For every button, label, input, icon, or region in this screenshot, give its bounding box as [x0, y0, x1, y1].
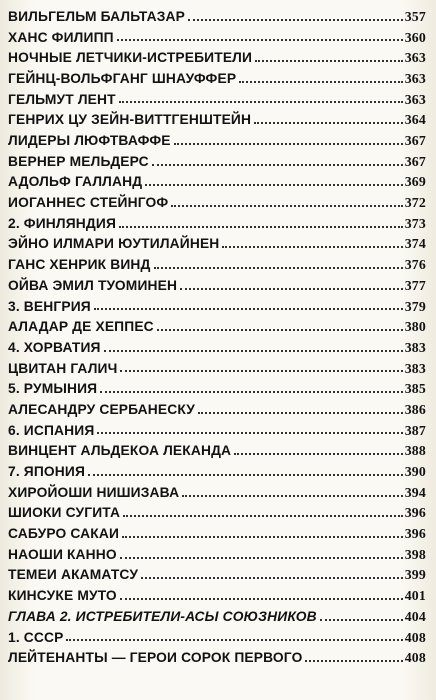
table-of-contents	[8, 3, 426, 665]
toc-entry	[8, 189, 426, 210]
toc-entry-title: ЛЕЙТЕНАНТЫ — ГЕРОИ СОРОК ПЕРВОГО	[8, 650, 303, 666]
toc-section-title: 4. ХОРВАТИЯ	[8, 339, 101, 355]
toc-entry-page: 386	[404, 401, 426, 417]
toc-entry-page: 396	[404, 526, 426, 542]
toc-entry-title: ГАНС ХЕНРИК ВИНД	[8, 257, 151, 273]
dot-leader	[320, 619, 403, 621]
toc-entry-title: ИОГАННЕС СТЕЙНГОФ	[8, 195, 169, 211]
dot-leader	[100, 391, 402, 393]
toc-entry-page: 367	[404, 153, 426, 169]
toc-entry-page: 363	[404, 70, 426, 86]
dot-leader	[171, 205, 402, 207]
toc-entry	[8, 127, 426, 148]
toc-entry-page: 396	[404, 505, 426, 521]
toc-entry-page: 360	[404, 29, 426, 45]
toc-section-page: 383	[404, 339, 426, 355]
toc-entry	[8, 437, 426, 458]
dot-leader	[122, 536, 403, 538]
toc-entry	[8, 169, 426, 190]
dot-leader	[182, 495, 403, 497]
toc-entry-page: 367	[404, 133, 426, 149]
toc-section-page: 408	[404, 629, 426, 645]
toc-entry	[8, 479, 426, 500]
dot-leader	[120, 370, 402, 372]
toc-entry-title: ЛИДЕРЫ ЛЮФТВАФФЕ	[8, 133, 171, 149]
toc-entry-page: 399	[404, 567, 426, 583]
toc-entry-page: 398	[404, 546, 426, 562]
toc-entry-title: ВИЛЬГЕЛЬМ БАЛЬТАЗАР	[8, 8, 185, 24]
toc-entry-title: ШИОКИ СУГИТА	[8, 505, 121, 521]
toc-section-title: 2. ФИНЛЯНДИЯ	[8, 215, 117, 231]
toc-entry-title: НАОШИ КАННО	[8, 546, 117, 562]
toc-entry	[8, 251, 426, 272]
toc-entry	[8, 313, 426, 334]
toc-entry	[8, 520, 426, 541]
dot-leader	[255, 60, 403, 62]
toc-entry-page: 363	[404, 50, 426, 66]
toc-chapter-page: 404	[404, 608, 426, 624]
toc-entry-title: ХИРОЙОШИ НИШИЗАВА	[8, 484, 180, 500]
toc-section	[8, 334, 426, 355]
toc-entry	[8, 396, 426, 417]
toc-entry-title: ОЙВА ЭМИЛ ТУОМИНЕН	[8, 277, 178, 293]
toc-entry-title: АЛЕСАНДРУ СЕРБАНЕСКУ	[8, 401, 196, 417]
toc-section-title: 3. ВЕНГРИЯ	[8, 298, 91, 314]
toc-entry	[8, 65, 426, 86]
toc-entry-page: 394	[404, 484, 426, 500]
toc-chapter	[8, 603, 426, 624]
dot-leader	[117, 39, 403, 41]
toc-entry-title: ВЕРНЕР МЕЛЬДЕРС	[8, 153, 149, 169]
toc-entry-page: 377	[404, 277, 426, 293]
dot-leader	[152, 164, 403, 166]
toc-entry-page: 380	[404, 319, 426, 335]
dot-leader	[180, 288, 403, 290]
toc-section	[8, 293, 426, 314]
toc-chapter-title: ГЛАВА 2. ИСТРЕБИТЕЛИ-АСЫ СОЮЗНИКОВ	[8, 608, 317, 624]
toc-section-page: 387	[404, 422, 426, 438]
toc-entry	[8, 24, 426, 45]
toc-entry-title: ХАНС ФИЛИПП	[8, 29, 114, 45]
dot-leader	[120, 598, 403, 600]
toc-section-title: 6. ИСПАНИЯ	[8, 422, 95, 438]
toc-entry	[8, 231, 426, 252]
dot-leader	[174, 143, 403, 145]
toc-entry-page: 357	[404, 8, 426, 24]
toc-entry	[8, 86, 426, 107]
toc-entry-title: ЭЙНО ИЛМАРИ ЮУТИЛАЙНЕН	[8, 236, 220, 252]
toc-entry	[8, 582, 426, 603]
toc-section-page: 385	[404, 381, 426, 397]
dot-leader	[188, 19, 403, 21]
dot-leader	[254, 122, 403, 124]
toc-section	[8, 210, 426, 231]
dot-leader	[145, 184, 403, 186]
toc-entry-title: ГЕЙНЦ-ВОЛЬФГАНГ ШНАУФФЕР	[8, 70, 237, 86]
toc-entry	[8, 500, 426, 521]
toc-section-page: 390	[404, 464, 426, 480]
toc-entry	[8, 541, 426, 562]
dot-leader	[222, 246, 402, 248]
dot-leader	[120, 557, 403, 559]
dot-leader	[198, 412, 403, 414]
toc-entry-page: 401	[404, 588, 426, 604]
toc-section	[8, 624, 426, 645]
toc-entry-page: 408	[404, 650, 426, 666]
dot-leader	[119, 226, 403, 228]
toc-entry-title: ТЕМЕИ АКАМАТСУ	[8, 567, 139, 583]
toc-section-title: 5. РУМЫНИЯ	[8, 381, 98, 397]
toc-entry-page: 374	[404, 236, 426, 252]
toc-entry-page: 369	[404, 174, 426, 190]
toc-section	[8, 458, 426, 479]
toc-entry-title: САБУРО САКАИ	[8, 526, 120, 542]
toc-section-page: 379	[404, 298, 426, 314]
dot-leader	[239, 81, 403, 83]
toc-entry	[8, 355, 426, 376]
toc-entry-page: 376	[404, 257, 426, 273]
dot-leader	[141, 577, 403, 579]
dot-leader	[154, 267, 403, 269]
toc-entry-title: НОЧНЫЕ ЛЕТЧИКИ-ИСТРЕБИТЕЛИ	[8, 50, 253, 66]
toc-entry-page: 363	[404, 91, 426, 107]
toc-section-title: 1. СССР	[8, 629, 64, 645]
toc-entry-title: АДОЛЬФ ГАЛЛАНД	[8, 174, 143, 190]
toc-entry	[8, 272, 426, 293]
toc-entry	[8, 3, 426, 24]
dot-leader	[94, 308, 403, 310]
dot-leader	[66, 639, 402, 641]
toc-entry-title: ГЕЛЬМУТ ЛЕНТ	[8, 91, 116, 107]
toc-section	[8, 375, 426, 396]
toc-entry-title: АЛАДАР ДЕ ХЕППЕС	[8, 319, 154, 335]
dot-leader	[157, 329, 403, 331]
toc-entry-title: ГЕНРИХ ЦУ ЗЕЙН-ВИТТГЕНШТЕЙН	[8, 112, 252, 128]
toc-entry-page: 372	[404, 195, 426, 211]
toc-entry-page: 383	[404, 360, 426, 376]
dot-leader	[119, 101, 403, 103]
toc-entry-title: ВИНЦЕНТ АЛЬДЕКОА ЛЕКАНДА	[8, 443, 232, 459]
dot-leader	[104, 350, 403, 352]
toc-entry	[8, 148, 426, 169]
toc-entry	[8, 106, 426, 127]
toc-section	[8, 417, 426, 438]
toc-entry-title: ЦВИТАН ГАЛИЧ	[8, 360, 118, 376]
dot-leader	[234, 453, 403, 455]
toc-entry-page: 364	[404, 112, 426, 128]
toc-entry	[8, 644, 426, 665]
toc-entry-title: КИНСУКЕ МУТО	[8, 588, 117, 604]
dot-leader	[88, 474, 403, 476]
dot-leader	[123, 515, 403, 517]
toc-entry	[8, 562, 426, 583]
toc-entry-page: 388	[404, 443, 426, 459]
toc-section-page: 373	[404, 215, 426, 231]
toc-entry	[8, 44, 426, 65]
dot-leader	[97, 432, 402, 434]
dot-leader	[305, 660, 402, 662]
toc-section-title: 7. ЯПОНИЯ	[8, 464, 86, 480]
